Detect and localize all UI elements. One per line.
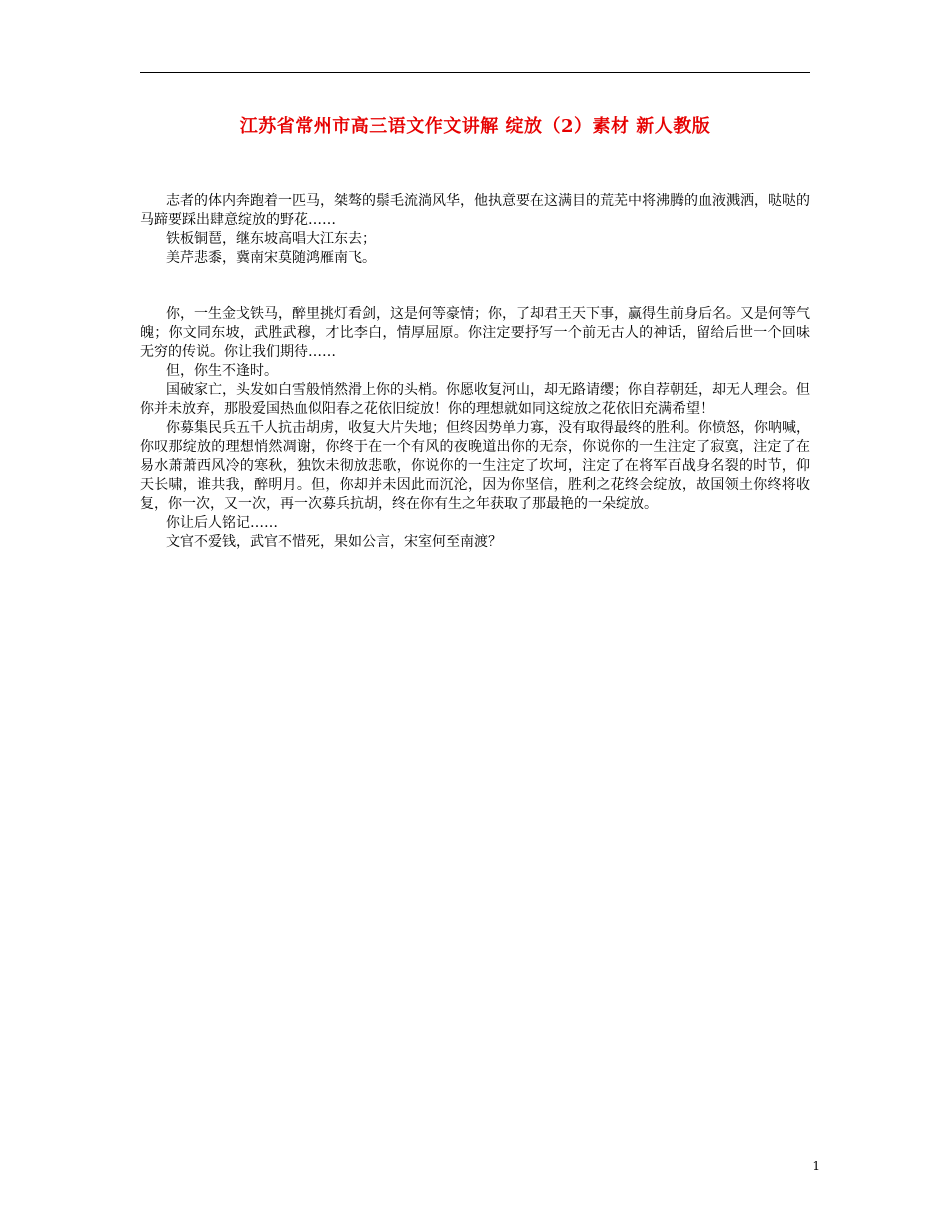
document-title: 江苏省常州市高三语文作文讲解 绽放（2）素材 新人教版 (239, 116, 711, 137)
main-paragraph-5: 你让后人铭记…… (166, 515, 278, 531)
intro-paragraph-1: 志者的体内奔跑着一匹马，桀骜的鬃毛流淌风华，他执意要在这满目的荒芜中将沸腾的血液溅洒，哒哒的马蹄要踩出肆意绽放的野花…… (140, 193, 810, 228)
intro-paragraph-3: 美芹悲黍，冀南宋莫随鸿雁南飞。 (166, 250, 376, 266)
main-paragraph-6: 文官不爱钱，武官不惜死，果如公言，宋室何至南渡？ (166, 534, 502, 550)
main-paragraph-2: 但，你生不逢时。 (166, 363, 278, 379)
page-number: 1 (812, 1159, 820, 1173)
main-section (140, 305, 810, 552)
main-paragraph-3: 国破家亡，头发如白雪般悄然滑上你的头梢。你愿收复河山，却无路请缨；你自荐朝廷，却无人理会。但你并未放弃，那股爱国热血似阳春之花依旧绽放！你的理想就如同这绽放之花依旧充满希望！ (140, 382, 810, 417)
main-paragraph-4: 你募集民兵五千人抗击胡虏，收复大片失地；但终因势单力寡，没有取得最终的胜利。你愤怒，你呐喊，你叹那绽放的理想悄然凋谢，你终于在一个有风的夜晚道出你的无奈，你说你的一生注定了寂寞，注定了在易水萧萧西风冷的寒秋，独饮未彻放悲歌，你说你的一生注定了坎坷，注定了在将军百战身名裂的时节，仰天长啸，谁共我，醉明月。但，你却并未因此而沉沦，因为你坚信，胜利之花终会绽放，故国领土你终将收复，你一次，又一次，再一次募兵抗胡，终在你有生之年获取了那最艳的一朵绽放。 (140, 420, 810, 512)
main-paragraph-1: 你，一生金戈铁马，醉里挑灯看剑，这是何等豪情；你，了却君王天下事，赢得生前身后名。又是何等气魄；你文同东坡，武胜武穆，才比李白，情厚屈原。你注定要抒写一个前无古人的神话，留给后世一个回味无穷的传说。你让我们期待…… (140, 306, 810, 360)
header-rule (140, 72, 810, 73)
intro-section (140, 192, 810, 268)
intro-paragraph-2: 铁板铜琶，继东坡高唱大江东去； (166, 231, 376, 247)
